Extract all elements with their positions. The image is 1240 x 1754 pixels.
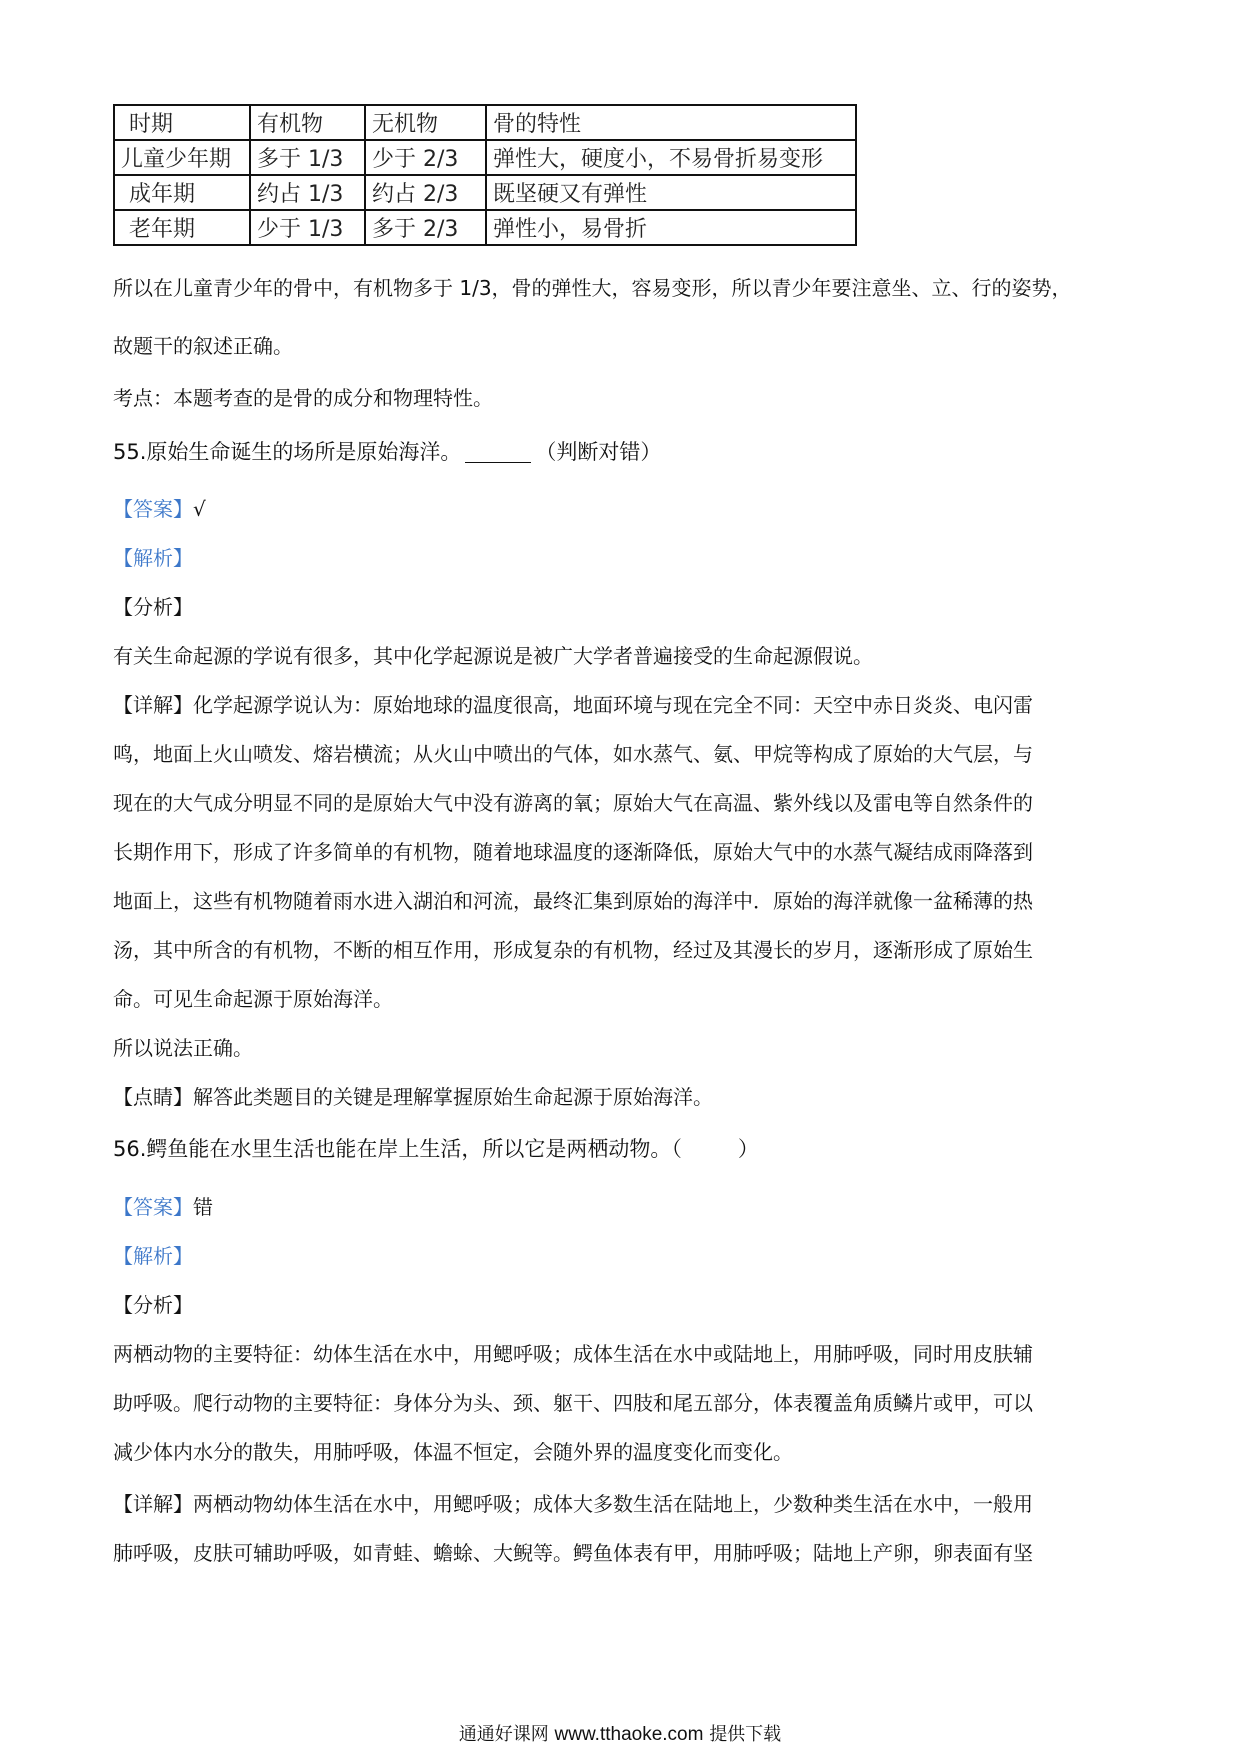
q55-detail-line: 汤，其中所含的有机物，不断的相互作用，形成复杂的有机物，经过及其漫长的岁月，逐渐形成了原始生 — [113, 938, 1033, 962]
q55-answer — [113, 485, 1131, 534]
table-cell: 少于 2/3 — [365, 140, 486, 175]
conclusion-line-1: 所以在儿童青少年的骨中，有机物多于 1/3，骨的弹性大，容易变形，所以青少年要注意坐、立、行的姿势， — [113, 276, 1072, 300]
table-cell: 老年期 — [114, 210, 250, 245]
table-cell: 成年期 — [114, 175, 250, 210]
question-55-suffix: （判断对错） — [535, 440, 662, 464]
table-cell: 儿童少年期 — [114, 140, 250, 175]
table-header-row — [114, 105, 856, 140]
table-cell: 多于 2/3 — [365, 210, 486, 245]
q55-detail-line: 长期作用下，形成了许多简单的有机物，随着地球温度的逐渐降低，原始大气中的水蒸气凝结成雨降落到 — [113, 840, 1033, 864]
dianjing-tag: 【点睛】 — [113, 1085, 193, 1109]
conclusion-line-2: 故题干的叙述正确。 — [113, 334, 293, 358]
q56-detail-line: 肺呼吸，皮肤可辅助呼吸，如青蛙、蟾蜍、大鲵等。鳄鱼体表有甲，用肺呼吸；陆地上产卵，卵表面有坚 — [113, 1541, 1033, 1565]
fenxi-tag: 【分析】 — [113, 595, 193, 619]
answer-tag: 【答案】 — [113, 497, 193, 521]
detail-tag: 【详解】 — [113, 693, 193, 717]
footer-suffix: 提供下载 — [709, 1724, 782, 1745]
table-row — [114, 175, 856, 210]
table-header-cell: 有机物 — [250, 105, 365, 140]
table-cell: 少于 1/3 — [250, 210, 365, 245]
answer-tag: 【答案】 — [113, 1195, 193, 1219]
table-cell: 弹性大，硬度小，不易骨折易变形 — [486, 140, 856, 175]
table-cell: 既坚硬又有弹性 — [486, 175, 856, 210]
detail-text: 化学起源学说认为：原始地球的温度很高，地面环境与现在完全不同：天空中赤日炎炎、电闪雷 — [193, 693, 1033, 717]
bone-composition-table — [113, 104, 857, 246]
question-55-text: 55.原始生命诞生的场所是原始海洋。 — [113, 440, 462, 464]
answer-blank — [465, 440, 531, 463]
fenxi-tag: 【分析】 — [113, 1293, 193, 1317]
table-cell: 多于 1/3 — [250, 140, 365, 175]
footer-url[interactable]: www.tthaoke.com — [554, 1724, 704, 1745]
jiexi-tag: 【解析】 — [113, 546, 193, 570]
footer-site: 通通好课网 — [458, 1724, 549, 1745]
question-56-close: ） — [737, 1137, 759, 1161]
q55-dianjing — [113, 1073, 1131, 1122]
dianjing-text: 解答此类题目的关键是理解掌握原始生命起源于原始海洋。 — [193, 1085, 713, 1109]
q56-fenxi-line: 助呼吸。爬行动物的主要特征：身体分为头、颈、躯干、四肢和尾五部分，体表覆盖角质鳞片或甲，可以 — [113, 1391, 1033, 1415]
question-56 — [113, 1125, 1131, 1174]
q55-fenxi: 有关生命起源的学说有很多，其中化学起源说是被广大学者普遍接受的生命起源假说。 — [113, 644, 873, 668]
detail-text: 两栖动物幼体生活在水中，用鳃呼吸；成体大多数生活在陆地上，少数种类生活在水中，一般用 — [193, 1492, 1033, 1516]
q56-fenxi-line: 减少体内水分的散失，用肺呼吸，体温不恒定，会随外界的温度变化而变化。 — [113, 1440, 793, 1464]
q55-detail-line: 现在的大气成分明显不同的是原始大气中没有游离的氧；原始大气在高温、紫外线以及雷电等自然条件的 — [113, 791, 1033, 815]
jiexi-tag: 【解析】 — [113, 1244, 193, 1268]
table-cell: 约占 2/3 — [365, 175, 486, 210]
q56-answer — [113, 1183, 1131, 1232]
q55-detail-line: 地面上，这些有机物随着雨水进入湖泊和河流，最终汇集到原始的海洋中．原始的海洋就像一盆稀薄的热 — [113, 889, 1033, 913]
answer-value: 错 — [193, 1195, 213, 1219]
q56-detail-line — [113, 1480, 1131, 1529]
table-header-cell: 无机物 — [365, 105, 486, 140]
table-cell: 约占 1/3 — [250, 175, 365, 210]
q55-detail-line: 命。可见生命起源于原始海洋。 — [113, 987, 393, 1011]
q55-conclusion: 所以说法正确。 — [113, 1036, 253, 1060]
table-row — [114, 210, 856, 245]
table-header-cell: 骨的特性 — [486, 105, 856, 140]
question-56-text: 56.鳄鱼能在水里生活也能在岸上生活，所以它是两栖动物。（ — [113, 1137, 682, 1161]
page-footer — [0, 1720, 1240, 1746]
question-55 — [113, 428, 1131, 477]
answer-value: √ — [193, 497, 206, 521]
table-cell: 弹性小，易骨折 — [486, 210, 856, 245]
detail-tag: 【详解】 — [113, 1492, 193, 1516]
kaodian-line: 考点：本题考查的是骨的成分和物理特性。 — [113, 386, 493, 410]
q55-detail-line — [113, 681, 1131, 730]
q56-fenxi-line: 两栖动物的主要特征：幼体生活在水中，用鳃呼吸；成体生活在水中或陆地上，用肺呼吸，同时用皮肤辅 — [113, 1342, 1033, 1366]
table-row — [114, 140, 856, 175]
q55-detail-line: 鸣，地面上火山喷发、熔岩横流；从火山中喷出的气体，如水蒸气、氨、甲烷等构成了原始的大气层，与 — [113, 742, 1033, 766]
table-header-cell: 时期 — [114, 105, 250, 140]
